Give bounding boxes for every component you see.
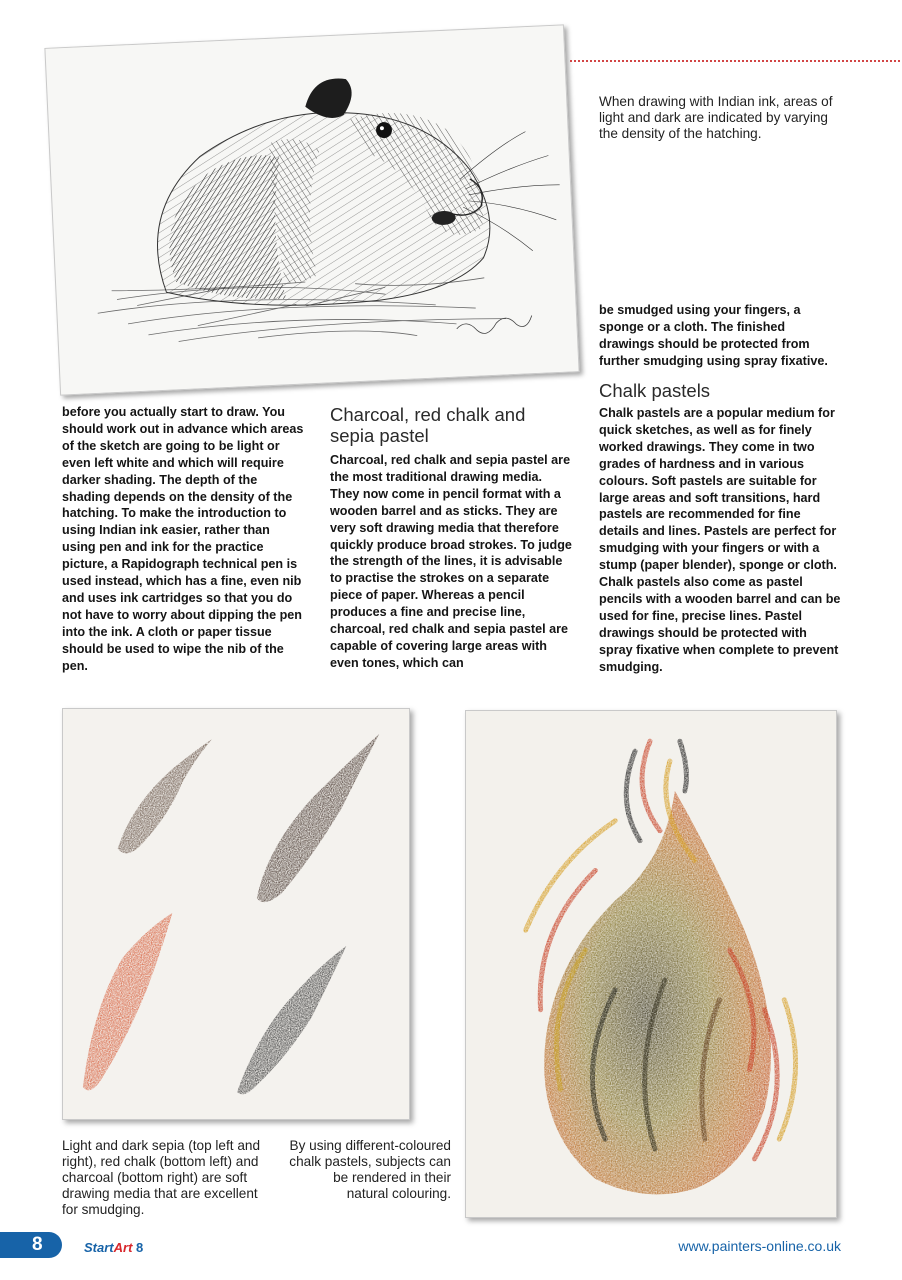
hamster-ink-illustration [44, 24, 579, 395]
brand-start: Start [84, 1240, 114, 1255]
body-column-3-continued [599, 302, 843, 370]
page-number: 8 [32, 1234, 43, 1255]
charcoal-heading: Charcoal, red chalk and sepia pastel [330, 404, 526, 446]
chalk-heading: Chalk pastels [599, 380, 711, 401]
brand-issue: 8 [132, 1240, 144, 1255]
ink-paragraph: before you actually start to draw. You should work out in advance which areas of the sketch are going to be light or even left white and which will require darker shading. The depth of the shading depends on the density of the hatching. To make the introduction to using Indian ink easier, rather than using pen and ink for the practice picture, a Rapidograph technical pen is used instead, which has a fine, even nib and uses ink cartridges so that you do not have to worry about dipping the pen into the ink. A cloth or paper tissue should be used to wipe the nib of the pen. [62, 405, 304, 673]
page-number-badge [0, 1232, 62, 1258]
body-column-1 [62, 404, 306, 675]
pastel-strokes-svg [63, 709, 409, 1119]
pastel-caption: Light and dark sepia (top left and right), red chalk (bottom left) and charcoal (bottom right) are soft drawing media that are excellent for smudging. [62, 1138, 260, 1217]
dotted-divider [570, 60, 900, 62]
flame-pastel-svg [466, 711, 836, 1217]
brand-art: Art [113, 1240, 133, 1255]
charcoal-paragraph: Charcoal, red chalk and sepia pastel are the most traditional drawing media. They now come in pencil format with a wooden barrel and as sticks. They are very soft drawing media that therefore quickly produce broad strokes. To judge the strength of the lines, it is advisable to practise the strokes on a separate piece of paper. Whereas a pencil produces a fine and precise line, charcoal, red chalk and sepia pastel are capable of covering large areas with even tones, which can [330, 453, 572, 670]
hamster-drawing-svg [45, 25, 578, 394]
continued-paragraph: be smudged using your fingers, a sponge or a cloth. The finished drawings should be protected from further smudging using spray fixative. [599, 303, 828, 368]
chalk-paragraph: Chalk pastels are a popular medium for quick sketches, as well as for finely worked drawings. They come in two grades of hardness and in various colours. Soft pastels are suitable for large areas and soft transitions, hard pastels are recommended for fine details and lines. Pastels are perfect for smudging with your fingers or with a stump (paper blender), sponge or cloth. Chalk pastels also come as pastel pencils with a wooden barrel and can be used for fine, precise lines. Pastel drawings should be protected with spray fixative when complete to prevent smudging. [599, 406, 841, 674]
flame-pastel-illustration [465, 710, 837, 1218]
body-column-3 [599, 380, 843, 676]
website-link[interactable]: www.painters-online.co.uk [678, 1238, 841, 1254]
pastel-strokes-illustration [62, 708, 410, 1120]
magazine-brand [84, 1240, 143, 1255]
ink-caption: When drawing with Indian ink, areas of light and dark are indicated by varying the density of the hatching. [599, 94, 833, 141]
body-column-2 [330, 404, 574, 672]
flame-caption: By using different-coloured chalk pastels, subjects can be rendered in their natural colouring. [289, 1138, 451, 1201]
